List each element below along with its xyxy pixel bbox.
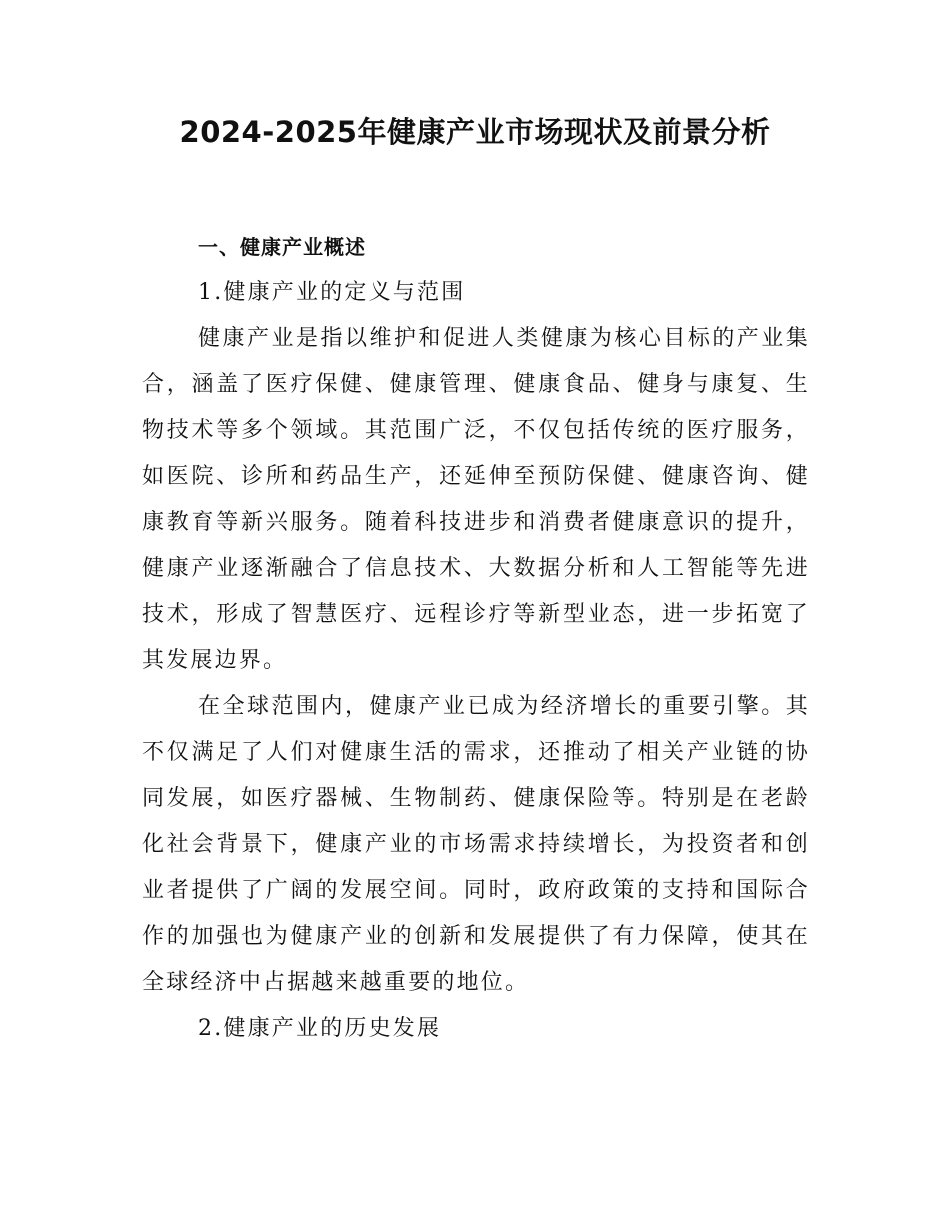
paragraph-global-role: 在全球范围内，健康产业已成为经济增长的重要引擎。其不仅满足了人们对健康生活的需求，还推动了相关产业链的协同发展，如医疗器械、生物制药、健康保险等。特别是在老龄化社会背景下，健康产业的市场需求持续增长，为投资者和创业者提供了广阔的发展空间。同时，政府政策的支持和国际合作的加强也为健康产业的创新和发展提供了有力保障，使其在全球经济中占据越来越重要的地位。 xyxy=(142,694,810,995)
section-heading-overview: 一、健康产业概述 xyxy=(198,235,366,259)
paragraph-definition: 健康产业是指以维护和促进人类健康为核心目标的产业集合，涵盖了医疗保健、健康管理、健康食品、健身与康复、生物技术等多个领域。其范围广泛，不仅包括传统的医疗服务，如医院、诊所和药品生产，还延伸至预防保健、健康咨询、健康教育等新兴服务。随着科技进步和消费者健康意识的提升，健康产业逐渐融合了信息技术、大数据分析和人工智能等先进技术，形成了智慧医疗、远程诊疗等新型业态，进一步拓宽了其发展边界。 xyxy=(142,326,810,673)
document-body xyxy=(142,224,810,1052)
subsection-heading-history: 2.健康产业的历史发展 xyxy=(198,1016,442,1041)
document-title: 2024-2025年健康产业市场现状及前景分析 xyxy=(179,115,771,149)
subsection-heading-definition: 1.健康产业的定义与范围 xyxy=(198,280,466,305)
